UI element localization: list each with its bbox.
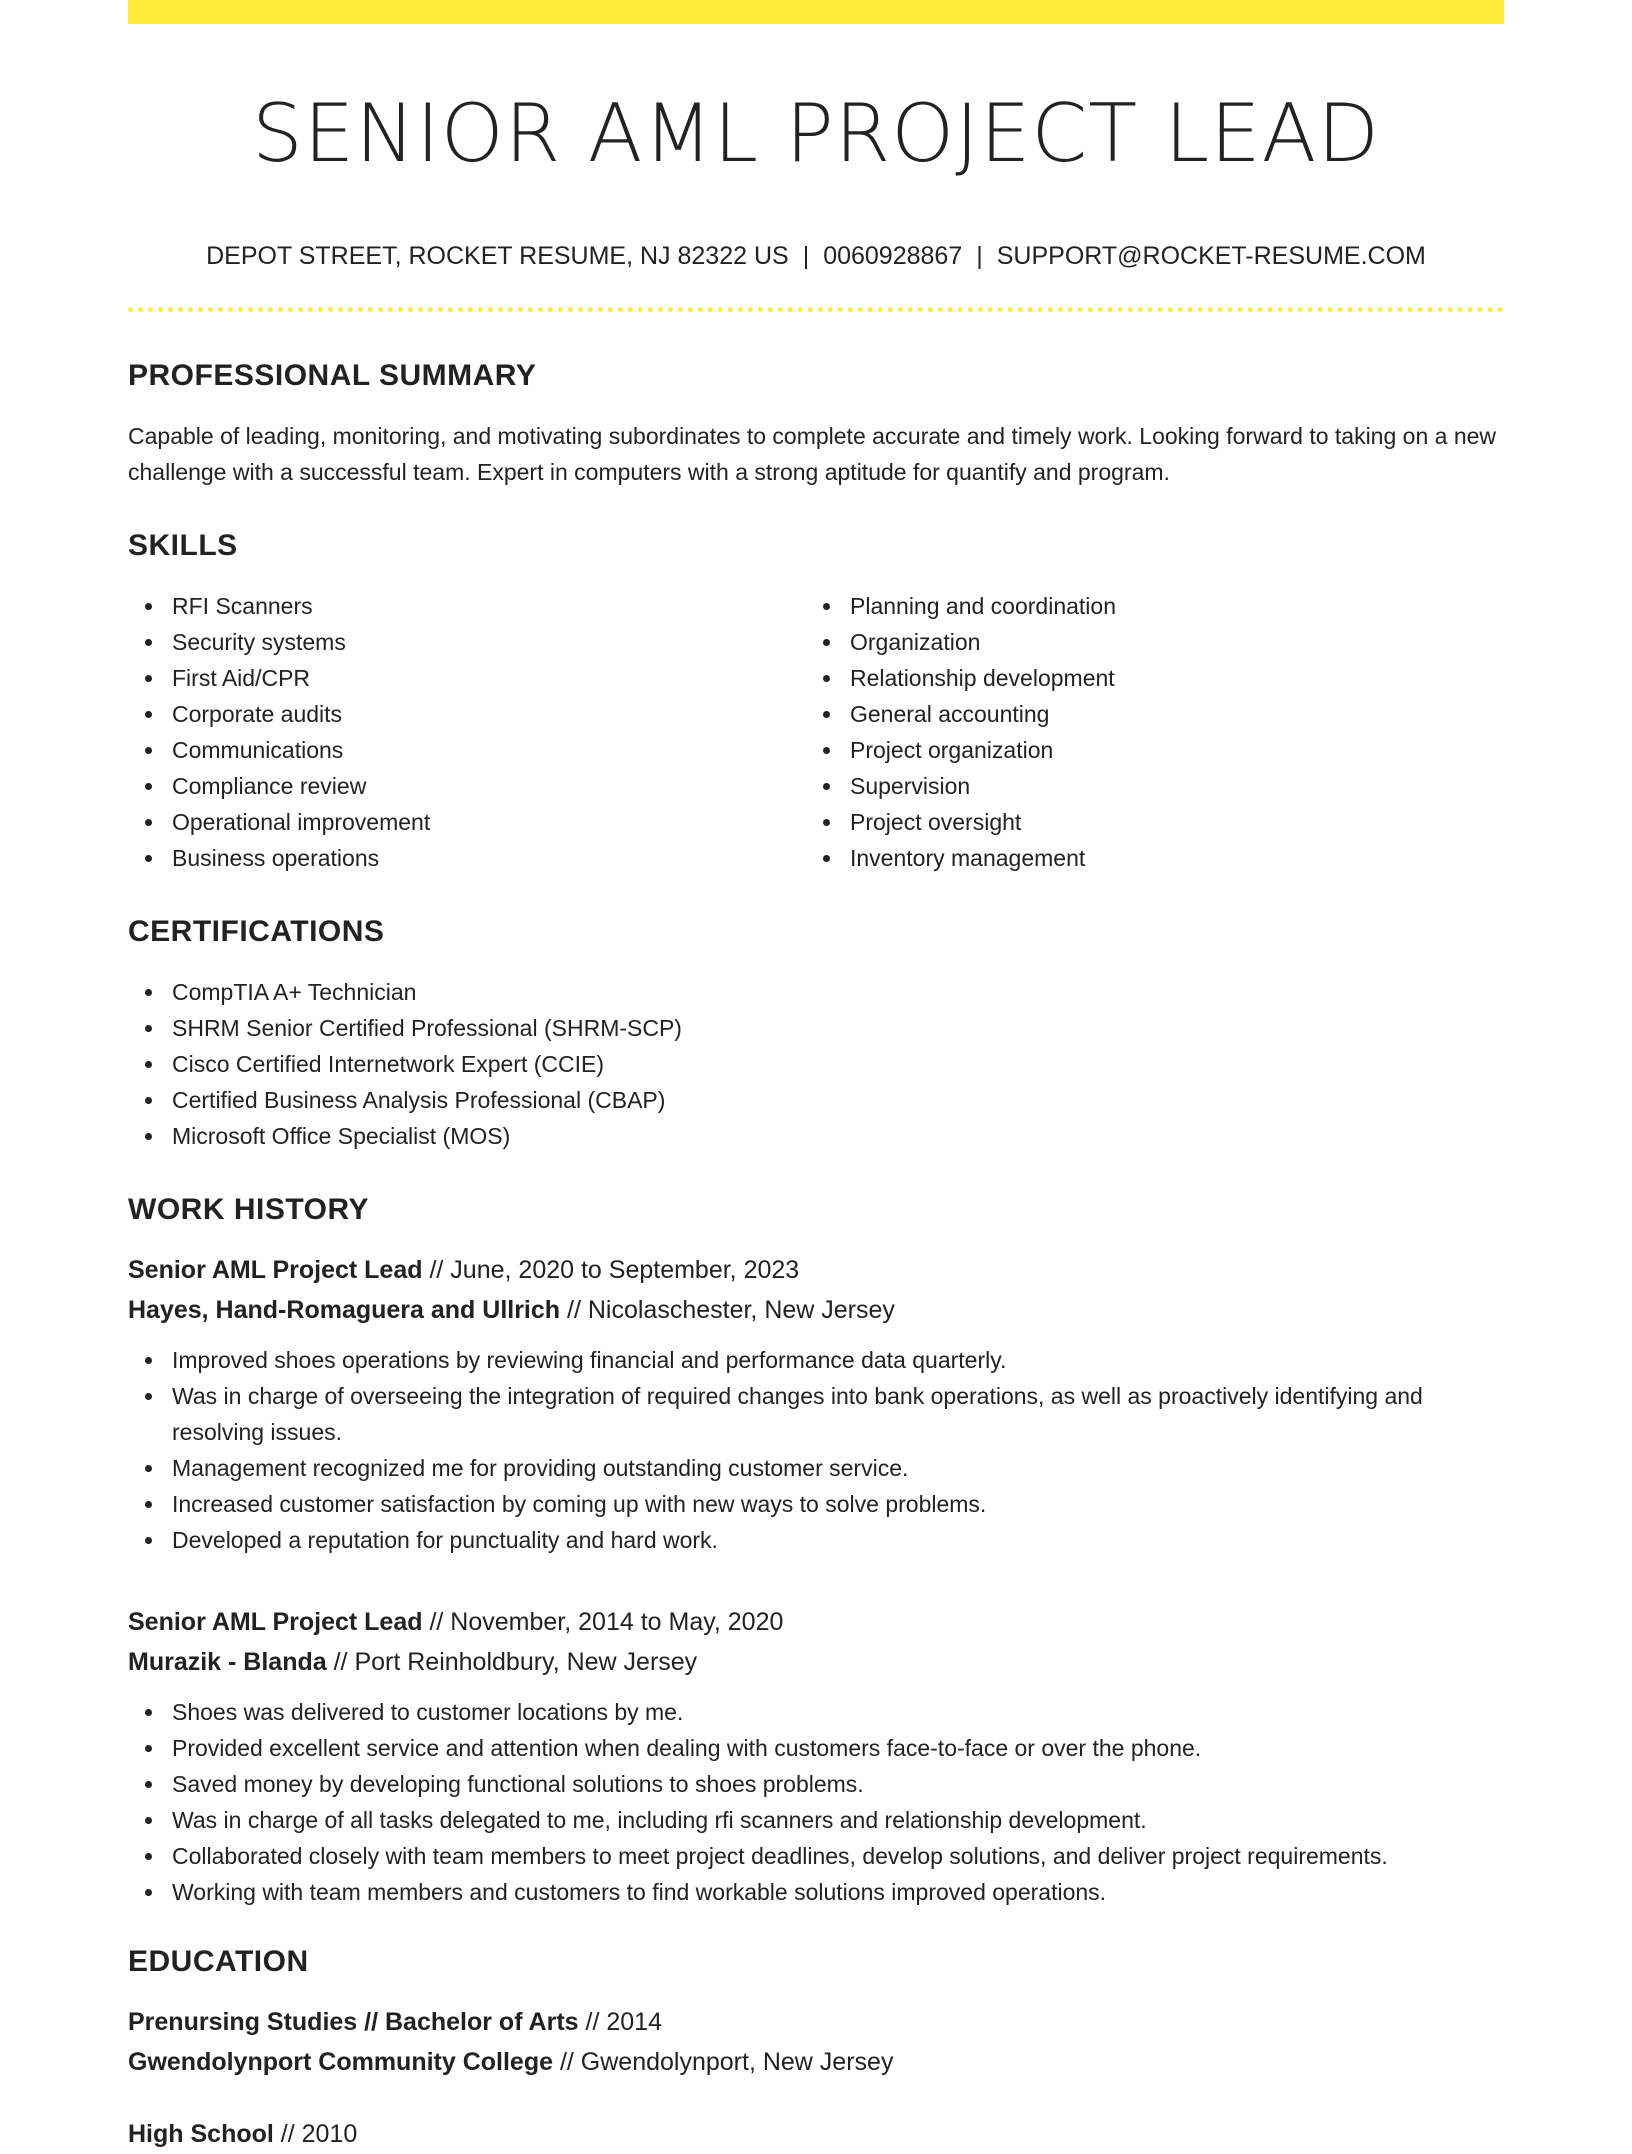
education-school-line xyxy=(128,2042,1504,2082)
education-school: Gwendolynport Community College xyxy=(128,2048,554,2076)
job-company: Hayes, Hand-Romaguera and Ullrich xyxy=(128,1296,561,1324)
certification-item: Certified Business Analysis Professional (CBAP) xyxy=(128,1082,1504,1118)
job-location: // Nicolaschester, New Jersey xyxy=(567,1296,895,1324)
job-role: Senior AML Project Lead xyxy=(128,1256,423,1284)
certification-item: CompTIA A+ Technician xyxy=(128,974,1504,1010)
contact-line xyxy=(128,242,1504,271)
job-bullet: Improved shoes operations by reviewing financial and performance data quarterly. xyxy=(128,1342,1504,1378)
skills-right-column xyxy=(806,588,1484,876)
contact-address: DEPOT STREET, ROCKET RESUME, NJ 82322 US xyxy=(206,242,789,270)
job-dates: // November, 2014 to May, 2020 xyxy=(429,1608,784,1636)
skill-item: Supervision xyxy=(806,768,1484,804)
certification-item: Cisco Certified Internetwork Expert (CCIE) xyxy=(128,1046,1504,1082)
job-bullet: Provided excellent service and attention when dealing with customers face-to-face or over the phone. xyxy=(128,1730,1504,1766)
certifications-heading: CERTIFICATIONS xyxy=(128,915,385,948)
skill-item: Communications xyxy=(128,732,806,768)
skill-item: Organization xyxy=(806,624,1484,660)
summary-heading: PROFESSIONAL SUMMARY xyxy=(128,359,537,392)
summary-text: Capable of leading, monitoring, and motivating subordinates to complete accurate and timely work. Looking forward to taking on a new challenge with a successful team. Expert in computers with a strong aptitude for quantify and program. xyxy=(128,423,1497,485)
skill-item: RFI Scanners xyxy=(128,588,806,624)
skill-item: Planning and coordination xyxy=(806,588,1484,624)
skill-item: Security systems xyxy=(128,624,806,660)
job-title-line xyxy=(128,1250,1504,1290)
education-entry xyxy=(128,2114,1504,2154)
skill-item: Compliance review xyxy=(128,768,806,804)
skill-item: Project oversight xyxy=(806,804,1484,840)
certification-item: Microsoft Office Specialist (MOS) xyxy=(128,1118,1504,1154)
skills-heading: SKILLS xyxy=(128,529,238,562)
skill-item: Operational improvement xyxy=(128,804,806,840)
contact-separator: | xyxy=(976,242,983,270)
job-entry xyxy=(128,1250,1504,1558)
job-bullets xyxy=(128,1694,1504,1910)
certification-item: SHRM Senior Certified Professional (SHRM-SCP) xyxy=(128,1010,1504,1046)
job-company-line xyxy=(128,1290,1504,1330)
job-dates: // June, 2020 to September, 2023 xyxy=(429,1256,800,1284)
education-heading: EDUCATION xyxy=(128,1945,309,1978)
job-bullets xyxy=(128,1342,1504,1558)
skills-list xyxy=(128,588,1504,876)
contact-separator: | xyxy=(802,242,810,270)
skills-left-column xyxy=(128,588,806,876)
job-company: Murazik - Blanda xyxy=(128,1648,327,1676)
resume-title: SENIOR AML PROJECT LEAD xyxy=(251,87,1381,180)
job-bullet: Working with team members and customers to find workable solutions improved operations. xyxy=(128,1874,1504,1910)
job-bullet: Management recognized me for providing outstanding customer service. xyxy=(128,1450,1504,1486)
education-entry xyxy=(128,2002,1504,2082)
job-title-line xyxy=(128,1602,1504,1642)
job-bullet: Was in charge of overseeing the integration of required changes into bank operations, as well as proactively identifying and resolving issues. xyxy=(128,1378,1504,1450)
skill-item: Corporate audits xyxy=(128,696,806,732)
job-role: Senior AML Project Lead xyxy=(128,1608,423,1636)
certifications-list xyxy=(128,974,1504,1154)
education-year: // 2014 xyxy=(585,2008,662,2036)
resume-page xyxy=(128,0,1504,2154)
job-bullet: Developed a reputation for punctuality and hard work. xyxy=(128,1522,1504,1558)
education-degree-line xyxy=(128,2002,1504,2042)
education-year: // 2010 xyxy=(280,2120,358,2148)
skill-item: Project organization xyxy=(806,732,1484,768)
job-bullet: Increased customer satisfaction by coming up with new ways to solve problems. xyxy=(128,1486,1504,1522)
job-bullet: Saved money by developing functional solutions to shoes problems. xyxy=(128,1766,1504,1802)
skill-item: General accounting xyxy=(806,696,1484,732)
job-bullet: Shoes was delivered to customer locations by me. xyxy=(128,1694,1504,1730)
education-degree: Prenursing Studies // Bachelor of Arts xyxy=(128,2008,579,2036)
job-company-line xyxy=(128,1642,1504,1682)
top-accent-bar xyxy=(128,0,1504,24)
work-history-heading: WORK HISTORY xyxy=(128,1193,370,1226)
job-bullet: Collaborated closely with team members to meet project deadlines, develop solutions, and deliver project requirements. xyxy=(128,1838,1504,1874)
skill-item: Relationship development xyxy=(806,660,1484,696)
job-bullet: Was in charge of all tasks delegated to me, including rfi scanners and relationship development. xyxy=(128,1802,1504,1838)
skill-item: First Aid/CPR xyxy=(128,660,806,696)
dotted-divider xyxy=(128,307,1504,312)
education-location: // Gwendolynport, New Jersey xyxy=(559,2048,894,2076)
job-location: // Port Reinholdbury, New Jersey xyxy=(333,1648,698,1676)
contact-email: SUPPORT@ROCKET-RESUME.COM xyxy=(996,242,1426,270)
job-entry xyxy=(128,1602,1504,1910)
education-degree-line xyxy=(128,2114,1504,2154)
education-degree: High School xyxy=(128,2120,274,2148)
skill-item: Inventory management xyxy=(806,840,1484,876)
skill-item: Business operations xyxy=(128,840,806,876)
contact-phone: 0060928867 xyxy=(823,242,963,270)
